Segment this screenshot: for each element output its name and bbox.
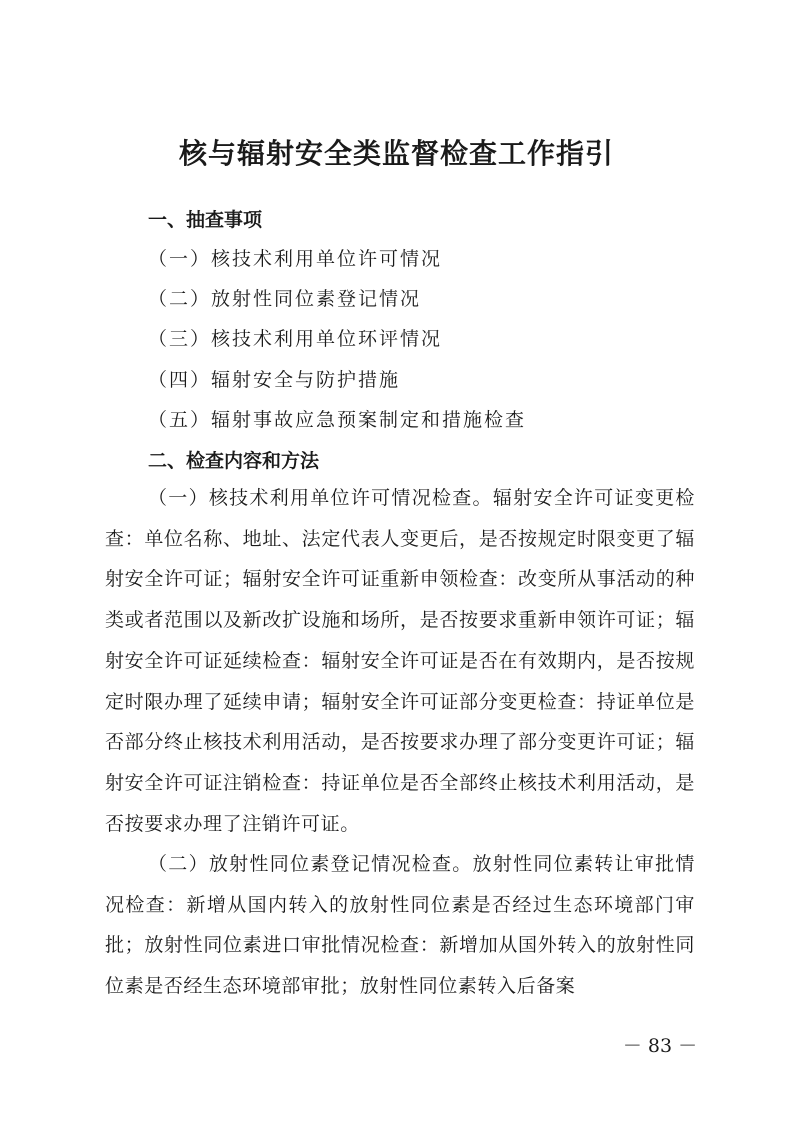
- section-heading-inspection-methods: 二、检查内容和方法: [148, 450, 320, 472]
- paragraph-isotope-registration: （二）放射性同位素登记情况检查。放射性同位素转让审批情况检查：新增从国内转入的放射性同位素是否经过生态环境部门审批；放射性同位素进口审批情况检查：新增加从国外转入的放射性同位素是否经生态环境部审批；放射性同位素转入后备案: [105, 853, 695, 998]
- page-number: － 83 －: [622, 1035, 698, 1057]
- spot-check-item-3: （三）核技术利用单位环评情况: [148, 328, 443, 350]
- document-title: 核与辐射安全类监督检查工作指引: [178, 137, 614, 170]
- spot-check-item-5: （五）辐射事故应急预案制定和措施检查: [148, 409, 527, 431]
- spot-check-item-1: （一）核技术利用单位许可情况: [148, 248, 443, 270]
- paragraph-license-inspection: （一）核技术利用单位许可情况检查。辐射安全许可证变更检查：单位名称、地址、法定代表人变更后，是否按规定时限变更了辐射安全许可证；辐射安全许可证重新申领检查：改变所从事活动的种类或者范围以及新改扩设施和场所，是否按要求重新申领许可证；辐射安全许可证延续检查：辐射安全许可证是否在有效期内，是否按规定时限办理了延续申请；辐射安全许可证部分变更检查：持证单位是否部分终止核技术利用活动，是否按要求办理了部分变更许可证；辐射安全许可证注销检查：持证单位是否全部终止核技术利用活动，是否按要求办理了注销许可证。: [105, 487, 695, 835]
- section-heading-spot-check-items: 一、抽查事项: [148, 209, 263, 231]
- spot-check-item-4: （四）辐射安全与防护措施: [148, 369, 401, 391]
- spot-check-item-2: （二）放射性同位素登记情况: [148, 288, 422, 310]
